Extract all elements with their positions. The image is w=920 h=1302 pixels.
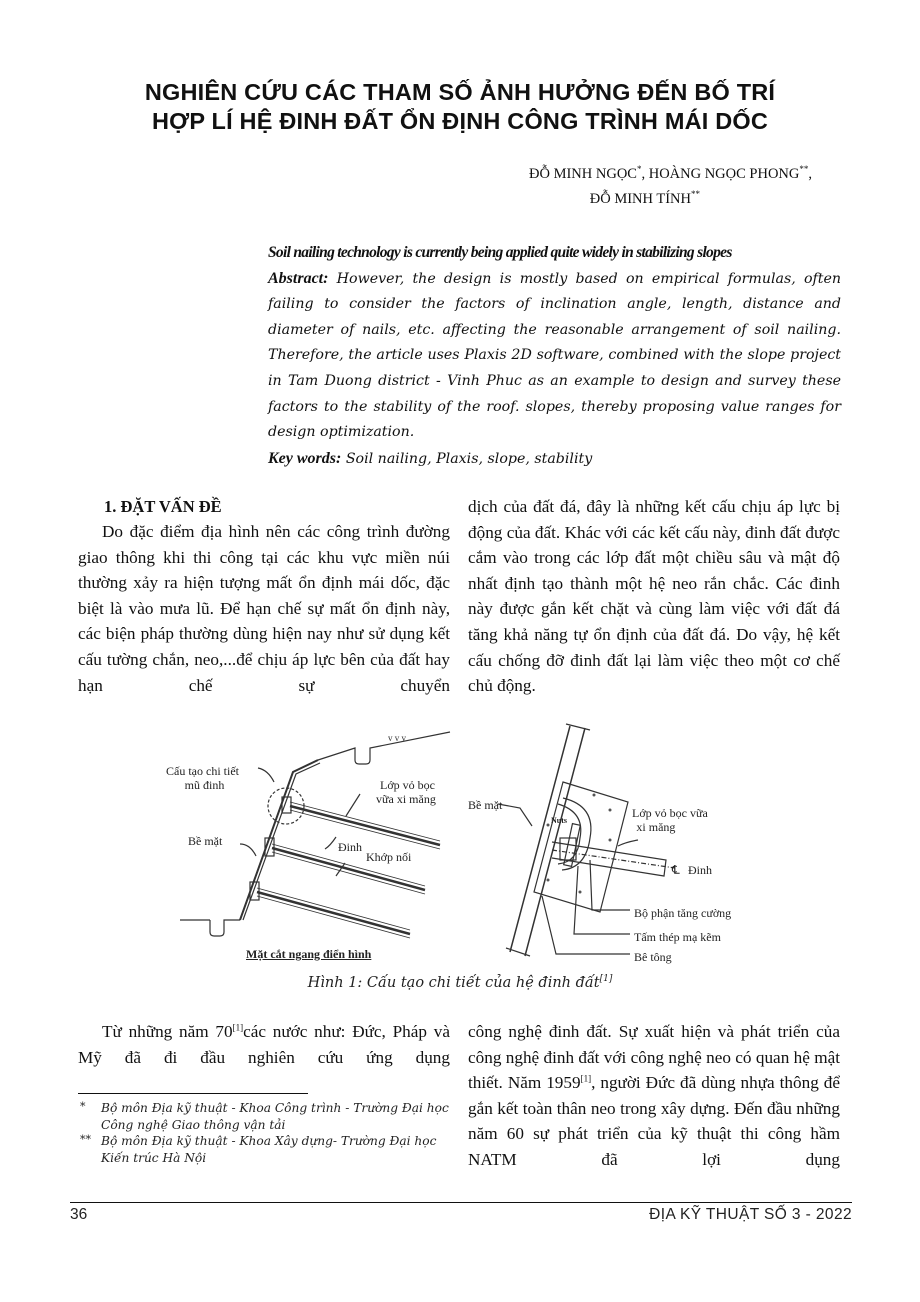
abstract-label: Abstract: [268,269,329,287]
footer-divider [70,1202,852,1203]
column-left-bottom [78,1019,450,1070]
paragraph: dịch của đất đá, đây là những kết cấu chịu áp lực bị động của đất. Khác với các kết cấu này, đinh đất được cắm vào trong các lớp đất một chiều sâu và mật độ nhất định tạo thành một hệ neo rắn chắc. Các đinh này được gắn kết chặt và cùng làm việc với đất đá tăng khả năng tự ổn định của đất đá. Do vậy, hệ kết cấu chống đỡ đinh đất lại làm việc theo một cơ chế chủ động. [468,497,840,696]
author-name: ĐỖ MINH TÍNH [589,191,691,207]
keywords [268,446,841,473]
label-nail-head-detail: Cấu tạo chi tiết mũ đinh [166,764,239,792]
label-concrete: Bê tông [634,950,672,964]
keywords-label: Key words: [268,449,342,467]
label-nail: Đinh [338,840,362,854]
footnote [78,1100,450,1133]
footnote-mark: ** [80,1133,91,1146]
footnote-text: Bộ môn Địa kỹ thuật - Khoa Công trình - Trường Đại học Công nghệ Giao thông vận tải [101,1101,449,1132]
label-nuts: Nuts [551,816,568,825]
section-heading: 1. ĐẶT VẤN ĐỀ [104,497,222,516]
footnote-text: Bộ môn Địa kỹ thuật - Khoa Xây dựng- Trường Đại học Kiến trúc Hà Nội [101,1134,437,1165]
figure-caption: Hình 1: Cấu tạo chi tiết của hệ đinh đất[1] [307,974,613,991]
column-right-bottom [468,1019,840,1173]
label-galvanized-plate: Tấm thép mạ kẽm [634,930,721,944]
affiliation-mark: ** [799,164,809,175]
column-right-top [468,494,840,699]
abstract-lead: Soil nailing technology is currently being applied quite widely in stabilizing slopes [268,244,732,261]
paragraph: Từ những năm 70[1]các nước như: Đức, Pháp và Mỹ đã đi đầu nghiên cứu ứng dụng [78,1022,450,1067]
paragraph: Do đặc điểm địa hình nên các công trình đường giao thông khi thi công tại các khu vực miền núi thường xảy ra hiện tượng mất ổn định mái dốc, đặc biệt là vào mưa lũ. Để hạn chế sự mất ổn định này, các biện pháp thường dùng hiện nay như sử dụng kết cấu tường chắn, neo,...để chịu áp lực bên của đất hay hạn chế sự chuyển [78,522,450,695]
label-reinforcement: Bộ phận tăng cường [634,906,732,920]
label-nail-detail: Đinh [688,863,712,877]
figure-1 [150,720,790,970]
title-line-2: HỢP LÍ HỆ ĐINH ĐẤT ỔN ĐỊNH CÔNG TRÌNH MÁI DỐC [151,108,769,134]
footnotes [78,1100,450,1166]
label-grout-detail: Lớp vỏ bọc vữa xi măng [632,806,708,834]
article-title [80,78,840,136]
affiliation-mark: ** [691,189,700,200]
citation-ref: [1] [599,974,613,985]
author-list: ĐỖ MINH NGỌC*, HOÀNG NGỌC PHONG**, ĐỖ MINH TÍNH** [529,164,812,207]
footnote [78,1133,450,1166]
affiliation-mark: * [636,164,642,175]
label-grout-sleeve: Lớp vỏ bọc vữa xi măng [376,778,436,806]
page-number: 36 [70,1206,88,1223]
label-centerline: ℄ [672,863,680,877]
svg-text:v v v: v v v [388,733,406,743]
abstract-block [268,240,841,472]
keywords-text: Soil nailing, Plaxis, slope, stability [341,450,593,467]
label-facing-detail: Bề mặt [468,798,503,812]
citation-ref: [1] [580,1073,592,1084]
footnote-mark: * [80,1100,86,1113]
author-name: ĐỖ MINH NGỌC [529,166,637,182]
label-coupler: Khớp nối [366,850,412,864]
citation-ref: [1] [232,1022,244,1033]
journal-name: ĐỊA KỸ THUẬT SỐ 3 - 2022 [649,1206,852,1223]
label-facing: Bề mặt [188,834,223,848]
paragraph: công nghệ đinh đất. Sự xuất hiện và phát triển của công nghệ đinh đất với công nghệ neo có quan hệ mật thiết. Năm 1959[1], người Đức đã dùng nhựa thông để gắn kết toàn thân neo trong xây dựng. Đến đầu những năm 60 sự phát triển của kỹ thuật thi công hầm NATM đã lợi dụng [468,1022,840,1169]
title-line-1: NGHIÊN CỨU CÁC THAM SỐ ẢNH HƯỞNG ĐẾN BỐ TRÍ [144,79,776,105]
figure-subtitle: Mặt cắt ngang điển hình [246,947,372,961]
column-left-top [78,494,450,698]
page-footer [70,1206,852,1228]
footnote-divider [78,1093,308,1094]
abstract-text: However, the design is mostly based on empirical formulas, often failing to consider the factors of inclination angle, length, distance and diameter of nails, etc. affecting the reasonable arrangement of soil nailing. Therefore, the article uses Plaxis 2D software, combined with the slope project in Tam Duong district - Vinh Phuc as an example to design and survey these factors to the stability of the roof. slopes, thereby proposing value ranges for design optimization. [268,270,841,441]
abstract-body [268,266,841,446]
author-name: HOÀNG NGỌC PHONG [648,166,800,182]
